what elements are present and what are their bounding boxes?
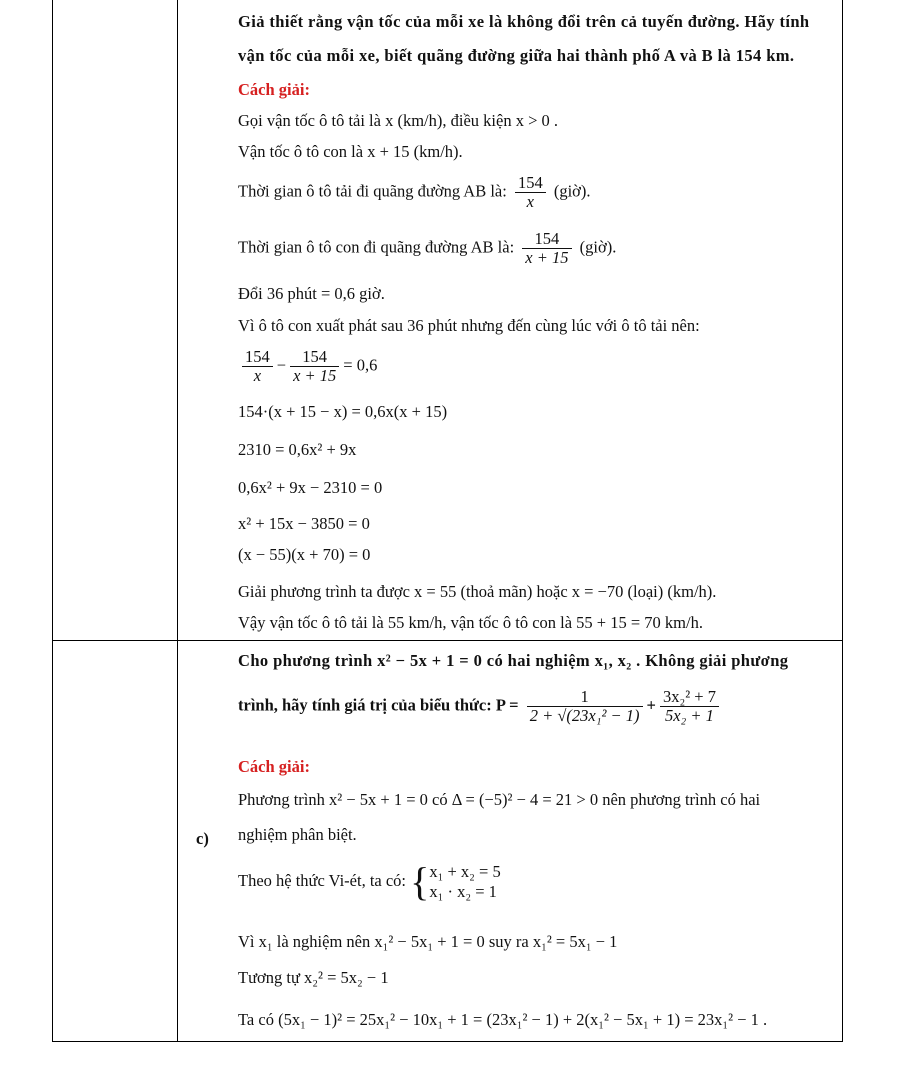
solution-b-line2: Vận tốc ô tô con là x + 15 (km/h).	[238, 142, 463, 161]
solution-c-line3	[238, 859, 501, 904]
vieta-system	[429, 862, 500, 902]
fraction-denominator: x + 15	[293, 366, 337, 385]
column-divider	[177, 0, 178, 1042]
brace-icon: {	[410, 859, 430, 904]
question-c-text: trình, hãy tính giá trị của biểu thức: P =	[238, 695, 519, 715]
fraction-p2	[660, 688, 719, 725]
equation-5: x² + 15x − 3850 = 0	[238, 514, 370, 533]
fraction-2	[290, 348, 339, 385]
question-b-line2: vận tốc của mỗi xe, biết quãng đường giữa hai thành phố A và B là 154 km.	[238, 46, 795, 65]
solution-b-line3	[238, 174, 591, 211]
fraction-numerator: 154	[515, 174, 546, 193]
fraction-1	[242, 348, 273, 385]
solution-b-line4	[238, 230, 616, 267]
fraction-numerator: 1	[527, 688, 643, 707]
fraction-denominator: x	[526, 192, 534, 211]
solution-b-line7: Giải phương trình ta được x = 55 (thoả mãn) hoặc x = −70 (loại) (km/h).	[238, 582, 717, 601]
solution-c-line4: Vì x₁ là nghiệm nên x₁² − 5x₁ + 1 = 0 suy ra x₁² = 5x₁ − 1	[238, 932, 618, 951]
fraction-denominator: x	[253, 366, 262, 385]
solution-c-line1: Phương trình x² − 5x + 1 = 0 có Δ = (−5)² − 4 = 21 > 0 nên phương trình có hai	[238, 790, 761, 809]
line3-unit: (giờ).	[553, 181, 591, 201]
solution-c-line2: nghiệm phân biệt.	[238, 825, 357, 844]
solution-heading-c: Cách giải:	[238, 757, 310, 776]
solution-b-line5: Đổi 36 phút = 0,6 giờ.	[238, 284, 385, 303]
fraction-denominator: 5x₂ + 1	[664, 706, 714, 725]
fraction-numerator: 154	[290, 348, 339, 367]
fraction-numerator: 154	[242, 348, 273, 367]
solution-c-line6: Ta có (5x₁ − 1)² = 25x₁² − 10x₁ + 1 = (23x₁² − 1) + 2(x₁² − 5x₁ + 1) = 23x₁² − 1 .	[238, 1010, 768, 1029]
question-c-line1: Cho phương trình x² − 5x + 1 = 0 có hai nghiệm x₁, x₂ . Không giải phương	[238, 651, 789, 670]
solution-c-line5: Tương tự x₂² = 5x₂ − 1	[238, 968, 389, 987]
fraction-time-truck	[515, 174, 546, 211]
fraction-time-car	[522, 230, 571, 267]
solution-b-line8: Vậy vận tốc ô tô tải là 55 km/h, vận tốc ô tô con là 55 + 15 = 70 km/h.	[238, 613, 703, 632]
equation-2: 154·(x + 15 − x) = 0,6x(x + 15)	[238, 402, 448, 421]
line4-text: Thời gian ô tô con đi quãng đường AB là:	[238, 237, 515, 257]
question-b-line1: Giả thiết rằng vận tốc của mỗi xe là không đổi trên cả tuyến đường. Hãy tính	[238, 12, 810, 31]
vieta-product: x₁ · x₂ = 1	[429, 882, 497, 901]
solution-heading-b: Cách giải:	[238, 80, 310, 99]
line4-unit: (giờ).	[579, 237, 617, 257]
equation-3: 2310 = 0,6x² + 9x	[238, 440, 357, 459]
fraction-numerator: 154	[522, 230, 571, 249]
vieta-text: Theo hệ thức Vi-ét, ta có:	[238, 870, 407, 890]
fraction-p1	[527, 688, 643, 725]
fraction-denominator: 2 + √(23x₁² − 1)	[529, 706, 640, 725]
row-divider-left	[52, 640, 177, 641]
vieta-sum: x₁ + x₂ = 5	[429, 862, 501, 881]
equation-1-rhs: = 0,6	[343, 355, 378, 375]
line3-text: Thời gian ô tô tải đi quãng đường AB là:	[238, 181, 507, 201]
equation-4: 0,6x² + 9x − 2310 = 0	[238, 478, 383, 497]
solution-b-line6: Vì ô tô con xuất phát sau 36 phút nhưng đến cùng lúc với ô tô tải nên:	[238, 316, 700, 335]
equation-1: $\frac{154}{x}$ − $\frac{154}{x + 15}$ = 0,6	[238, 348, 377, 385]
fraction-denominator: x + 15	[525, 248, 569, 267]
question-c-line2: trình, hãy tính giá trị của biểu thức: P = $\frac{1}{\text{2 + √(23x₁² − 1)}}$ + $\frac{\text{3x₂² + 7}}{\text{5x₂ + 1}}$	[238, 688, 723, 725]
equation-6: (x − 55)(x + 70) = 0	[238, 545, 371, 564]
fraction-numerator: 3x₂² + 7	[660, 688, 719, 707]
row-divider	[177, 640, 843, 641]
part-label-c: c)	[196, 829, 209, 848]
solution-b-line1: Gọi vận tốc ô tô tải là x (km/h), điều kiện x > 0 .	[238, 111, 558, 130]
